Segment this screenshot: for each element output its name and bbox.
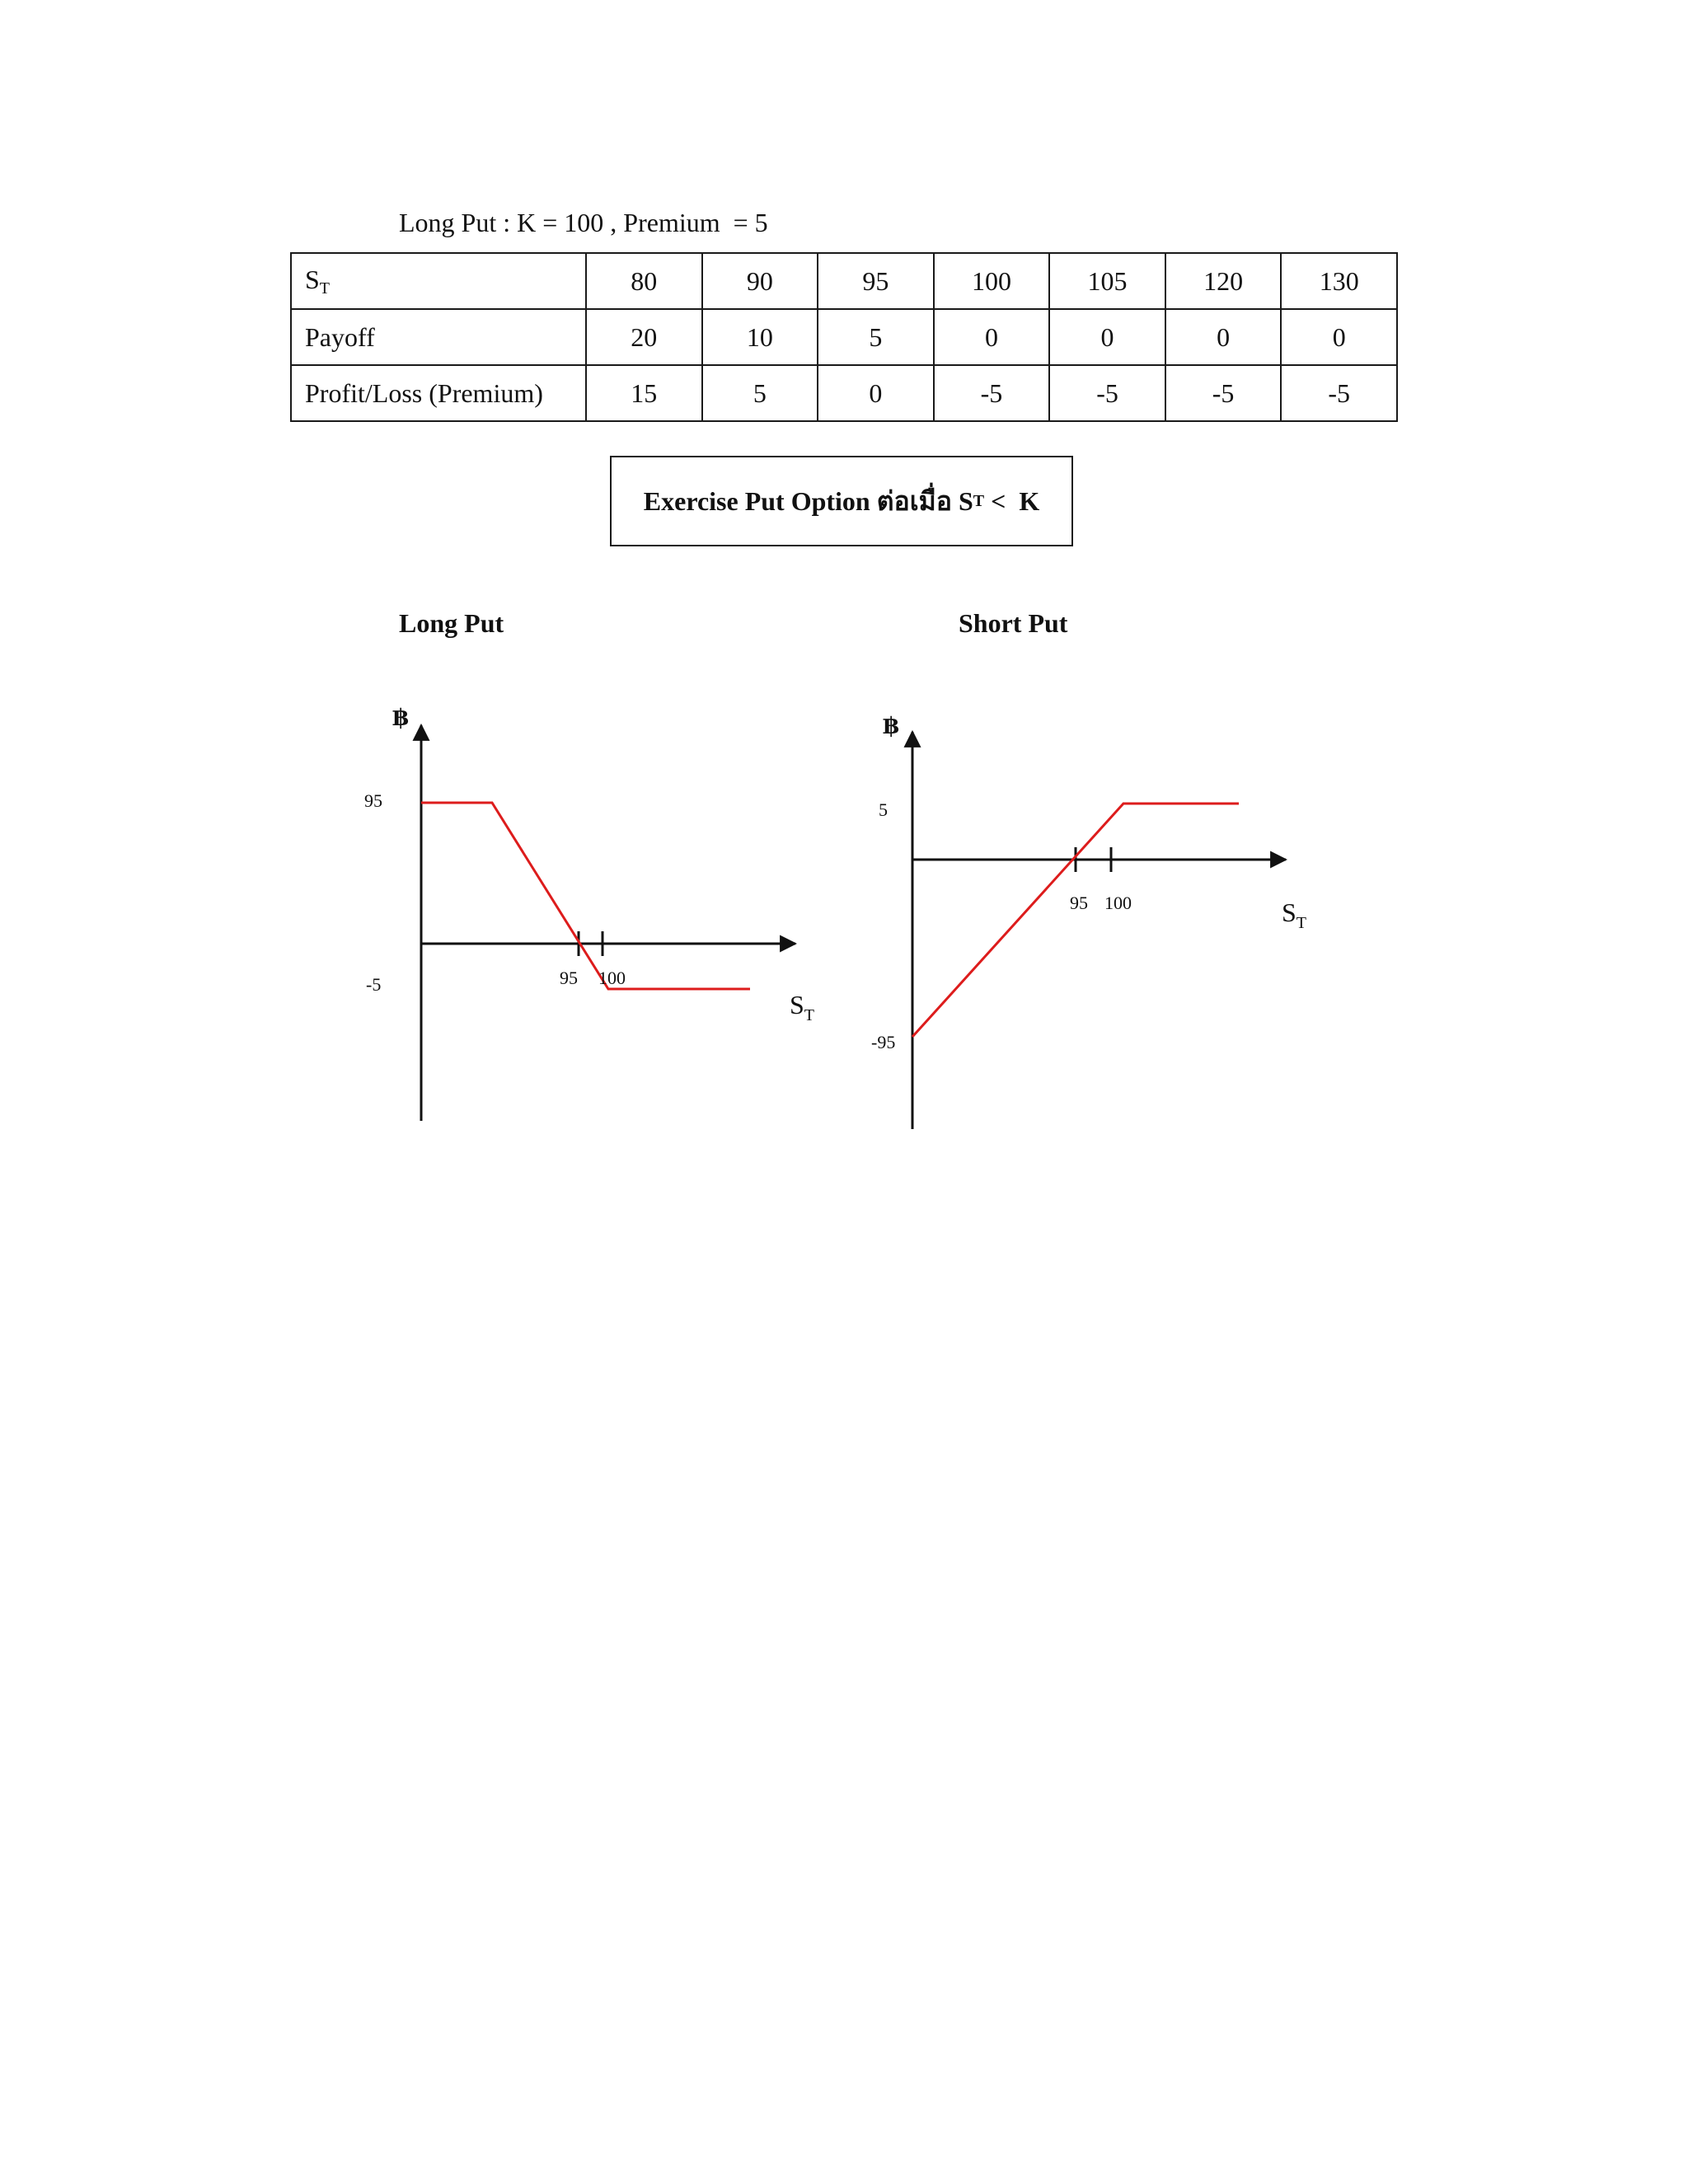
- table-cell: 80: [586, 253, 702, 309]
- long-put-x-tick-label: 95: [560, 968, 578, 988]
- table-cell: 0: [1049, 309, 1165, 365]
- table-cell: -5: [934, 365, 1050, 421]
- table-cell: -5: [1165, 365, 1282, 421]
- long-put-y-symbol: ฿: [392, 705, 409, 731]
- long-put-x-tick-label: 100: [598, 968, 626, 988]
- long-put-x-label: $S_T$: [790, 990, 815, 1024]
- table-cell: 0: [1281, 309, 1397, 365]
- table-cell: 105: [1049, 253, 1165, 309]
- table-cell: 5: [702, 365, 818, 421]
- table-cell: 15: [586, 365, 702, 421]
- long-put-title: Long Put: [399, 608, 504, 638]
- short-put-x-tick-label: 95: [1070, 893, 1088, 913]
- long-put-profit-line: [421, 803, 750, 989]
- row-header-profit-loss: Profit/Loss (Premium): [291, 365, 586, 421]
- table-cell: -5: [1049, 365, 1165, 421]
- table-cell: 130: [1281, 253, 1397, 309]
- condition-suffix: < K: [984, 485, 1040, 516]
- long-put-y-tick-label: 95: [364, 790, 382, 811]
- short-put-x-tick-label: 100: [1104, 893, 1132, 913]
- table-cell: 5: [818, 309, 934, 365]
- row-header-payoff: Payoff: [291, 309, 586, 365]
- short-put-y-tick-label: -95: [871, 1032, 896, 1052]
- table-cell: 120: [1165, 253, 1282, 309]
- table-cell: 90: [702, 253, 818, 309]
- condition-text: Exercise Put Option ต่อเมื่อ S: [643, 485, 973, 516]
- condition-subscript: T: [973, 491, 985, 510]
- short-put-title: Short Put: [959, 608, 1068, 638]
- table-cell: 0: [818, 365, 934, 421]
- table-cell: 95: [818, 253, 934, 309]
- long-put-chart: [364, 705, 814, 1121]
- table-cell: 20: [586, 309, 702, 365]
- short-put-y-tick-label: 5: [879, 799, 888, 820]
- short-put-y-symbol: ฿: [883, 714, 899, 739]
- table-cell: 0: [934, 309, 1050, 365]
- row-header-st: $S_T$: [291, 253, 586, 309]
- table-cell: -5: [1281, 365, 1397, 421]
- table-cell: 0: [1165, 309, 1282, 365]
- table-cell: 100: [934, 253, 1050, 309]
- short-put-x-label: $S_T$: [1282, 898, 1307, 932]
- long-put-y-tick-label: -5: [366, 974, 382, 995]
- table-cell: 10: [702, 309, 818, 365]
- short-put-chart: [871, 714, 1306, 1129]
- short-put-profit-line: [912, 804, 1239, 1037]
- table-caption: Long Put : K = 100 , Premium = 5: [399, 208, 768, 237]
